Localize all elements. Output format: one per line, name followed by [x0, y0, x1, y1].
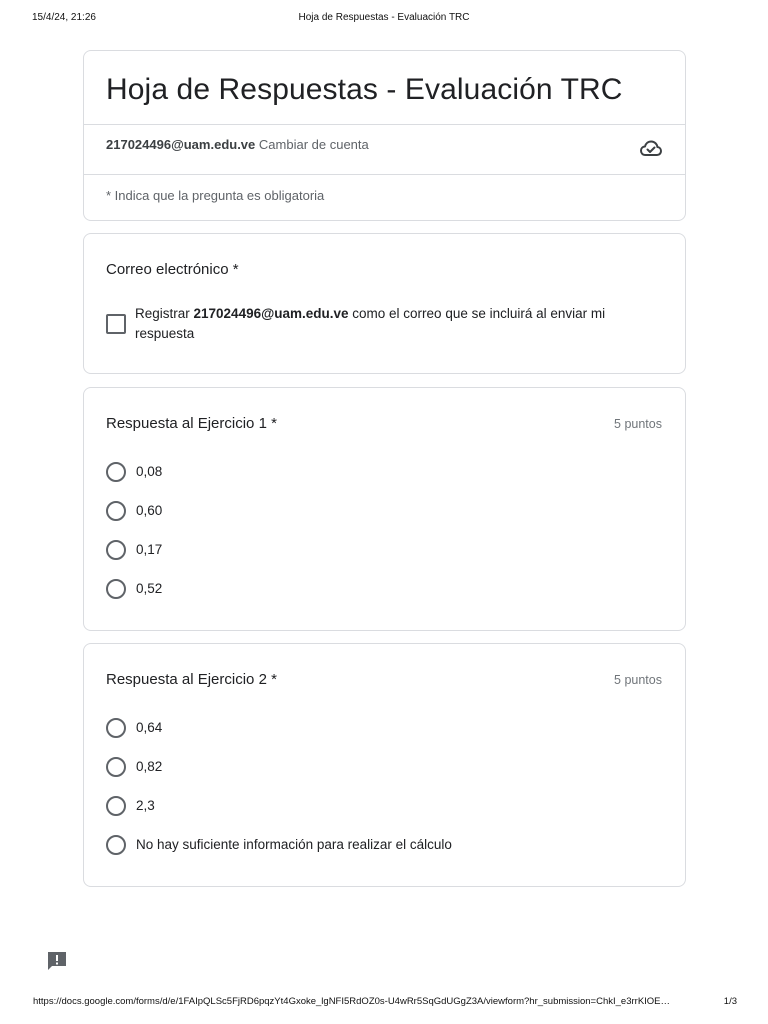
radio-button[interactable]: [106, 757, 126, 777]
radio-option[interactable]: [106, 794, 666, 833]
question-card-2: [83, 643, 686, 887]
option-label: 0,52: [136, 581, 163, 596]
switch-account-link[interactable]: Cambiar de cuenta: [258, 137, 369, 152]
checkbox-label-suffix: como el correo que se incluirá al enviar mi respuesta: [135, 306, 606, 341]
account-email: 217024496@uam.edu.ve: [106, 137, 256, 152]
divider: [84, 124, 685, 125]
question-points: 5 puntos: [614, 417, 662, 431]
radio-button[interactable]: [106, 501, 126, 521]
divider: [84, 174, 685, 175]
radio-button[interactable]: [106, 579, 126, 599]
radio-button[interactable]: [106, 718, 126, 738]
print-page-number: 1/3: [723, 996, 737, 1007]
question-title: Respuesta al Ejercicio 1 *: [106, 415, 277, 432]
options-list: [106, 716, 666, 872]
option-label: No hay suficiente información para realizar el cálculo: [136, 837, 452, 852]
option-label: 0,08: [136, 464, 163, 479]
checkbox-label-email: 217024496@uam.edu.ve: [193, 306, 349, 321]
required-note: * Indica que la pregunta es obligatoria: [106, 188, 325, 203]
radio-button[interactable]: [106, 835, 126, 855]
print-datetime: 15/4/24, 21:26: [32, 12, 96, 23]
option-label: 0,60: [136, 503, 163, 518]
report-feedback-icon[interactable]: [47, 951, 67, 971]
radio-button[interactable]: [106, 796, 126, 816]
cloud-saved-icon: [639, 137, 663, 159]
option-label: 0,17: [136, 542, 163, 557]
checkbox-label-prefix: Registrar: [135, 306, 194, 321]
email-question-title: Correo electrónico *: [106, 261, 239, 278]
print-url: https://docs.google.com/forms/d/e/1FAIpQLSc5FjRD6pqzYt4Gxoke_lgNFI5RdOZ0s-U4wRr5SqGdUGgZ3A/viewform?hr_submission=ChkI_e3rrKIOE…: [33, 996, 671, 1007]
radio-option[interactable]: [106, 460, 666, 499]
option-label: 0,64: [136, 720, 163, 735]
question-title: Respuesta al Ejercicio 2 *: [106, 671, 277, 688]
radio-option[interactable]: [106, 577, 666, 616]
email-question-card: [83, 233, 686, 374]
option-label: 2,3: [136, 798, 155, 813]
record-email-checkbox[interactable]: [106, 314, 126, 334]
options-list: [106, 460, 666, 616]
record-email-label: [135, 304, 635, 344]
account-row: [106, 137, 369, 152]
radio-option[interactable]: [106, 538, 666, 577]
option-label: 0,82: [136, 759, 163, 774]
question-points: 5 puntos: [614, 673, 662, 687]
radio-button[interactable]: [106, 540, 126, 560]
form-header-card: [83, 50, 686, 221]
radio-option[interactable]: [106, 833, 666, 872]
print-header: [0, 12, 768, 28]
radio-button[interactable]: [106, 462, 126, 482]
question-card-1: [83, 387, 686, 631]
form-title: Hoja de Respuestas - Evaluación TRC: [106, 73, 623, 106]
radio-option[interactable]: [106, 755, 666, 794]
radio-option[interactable]: [106, 716, 666, 755]
print-footer: [0, 996, 768, 1012]
print-doc-title: Hoja de Respuestas - Evaluación TRC: [298, 12, 470, 23]
radio-option[interactable]: [106, 499, 666, 538]
